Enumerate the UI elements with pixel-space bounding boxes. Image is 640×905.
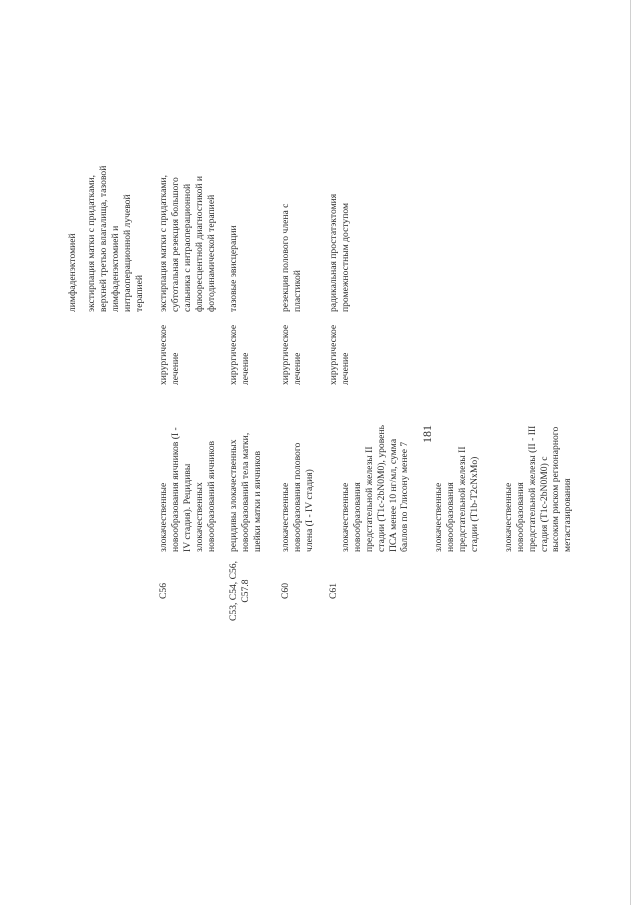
row-code: C60 xyxy=(280,583,291,599)
row-method: экстирпация матки с придатками, субтотальная резекция большого сальника с интраоперационной флюоресцентной диагностикой и фотодинамической терапией xyxy=(158,175,217,312)
model-text-3: злокачественные новообразования предстательной железы (II - III стадия (T1c-2bN0M0) с высоким риском регионарного метастазирования xyxy=(502,425,574,552)
row-treatment: хирургическое лечение xyxy=(228,324,251,385)
page-number: 181 xyxy=(420,425,434,443)
row-treatment: хирургическое лечение xyxy=(280,324,303,385)
continuation-method-2: экстирпация матки с придатками, верхней третью влагалища, тазовой лимфаденэктомией и интраоперационной лучевой терапией xyxy=(86,165,145,312)
row-code: C53, C54, C56, C57.8 xyxy=(228,561,251,621)
row-model: злокачественные новообразования полового члена (I - IV стадия) xyxy=(280,442,315,552)
row-model xyxy=(328,347,586,552)
model-text-1: злокачественные новообразования предстательной железы II стадии (T1c-2bN0M0), уровень ПСА менее 10 нг/мл, сумма баллов по Глисону менее 7 xyxy=(339,425,411,552)
row-model: рецидивы злокачественных новообразований тела матки, шейки матки и яичников xyxy=(228,432,263,552)
row-treatment: хирургическое лечение xyxy=(328,324,351,385)
model-text-2: злокачественные новообразования предстательной железы II стадии (T1b-T2cNxMo) xyxy=(433,446,480,552)
row-code: C61 xyxy=(328,583,339,599)
row-method: тазовые эвисцерации xyxy=(228,225,239,312)
row-treatment: хирургическое лечение xyxy=(158,324,181,385)
continuation-method-1: лимфаденэктомией xyxy=(67,233,78,312)
row-model: злокачественные новообразования яичников (I - IV стадия). Рецидивы злокачественных новообразований яичников xyxy=(158,427,217,552)
row-code: C56 xyxy=(158,583,169,599)
row-method: радикальная простатэктомия промежностным доступом xyxy=(328,193,351,312)
row-method: резекция полового члена с пластикой xyxy=(280,203,303,312)
